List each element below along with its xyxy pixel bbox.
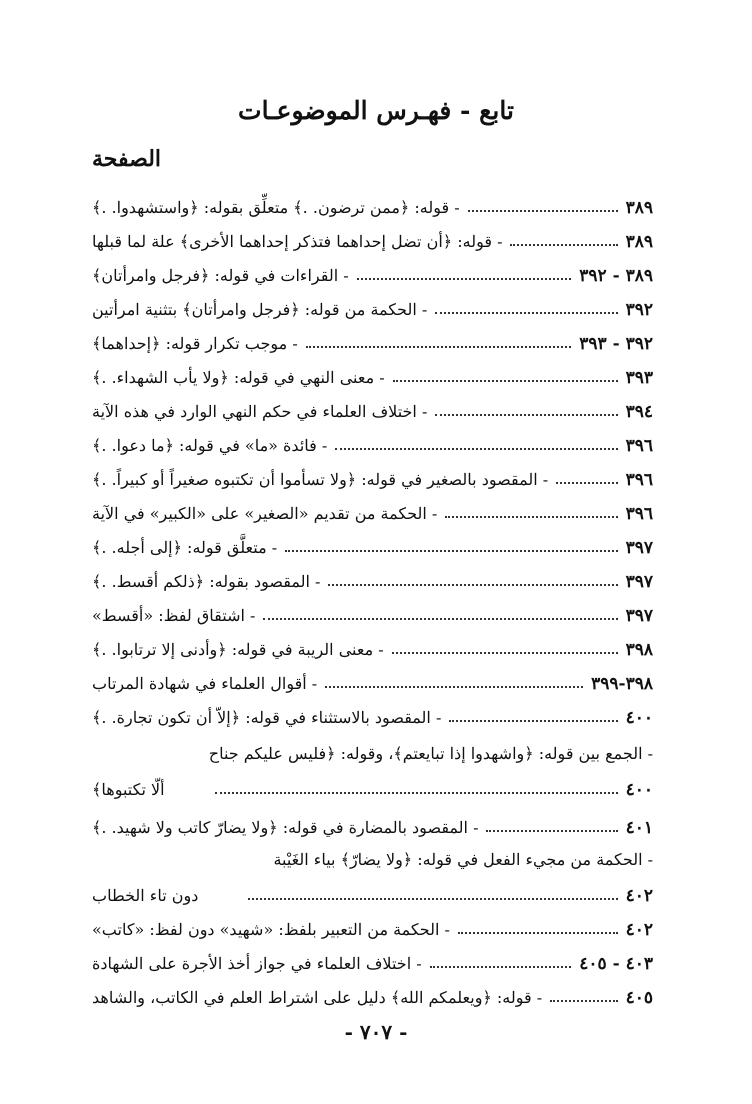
toc-entry-page: ٣٩٢	[625, 300, 653, 320]
toc-entry	[92, 288, 653, 320]
toc-entry-text: - المقصود بالمضارة في قوله: ﴿ولا يضارّ كاتب ولا شهيد. .﴾	[92, 818, 479, 837]
toc-entry-page: ٣٩٦	[625, 504, 653, 524]
dot-leader	[445, 516, 617, 518]
dot-leader	[285, 550, 617, 552]
toc-entry-page: ٣٩٨	[625, 640, 653, 660]
toc-entry-text: ألّا تكتبوها﴾	[92, 780, 165, 799]
toc-entry-page: ٣٨٩	[625, 232, 653, 252]
toc-entry-text: - موجب تكرار قوله: ﴿إحداهما﴾	[92, 334, 298, 353]
toc-entry	[92, 908, 653, 940]
toc-entry	[92, 458, 653, 490]
toc-entry	[92, 874, 653, 906]
dot-leader	[392, 652, 618, 654]
toc-entry-text: - معنى النهي في قوله: ﴿ولا يأب الشهداء. .﴾	[92, 368, 385, 387]
toc-entry	[92, 942, 653, 974]
toc-entry-page: ٤٠٠	[625, 780, 653, 800]
toc-entry-page: ٤٠٥	[625, 988, 653, 1008]
toc-entry-text: - متعلَّق قوله: ﴿إلى أجله. .﴾	[92, 538, 278, 557]
page-title: تابع - فهـرس الموضوعـات	[238, 96, 514, 125]
toc-entry-text: دون تاء الخطاب	[92, 886, 199, 905]
toc-entry	[92, 976, 653, 1008]
toc-entry-text-first-line: - الجمع بين قوله: ﴿واشهدوا إذا تبايعتم﴾، وقوله: ﴿فليس عليكم جناح	[208, 744, 653, 763]
dot-leader	[449, 720, 617, 722]
dot-leader	[430, 966, 572, 968]
toc-entry-page: ٤٠٠	[625, 708, 653, 728]
toc-entry-page: ٤٠٣ - ٤٠٥	[579, 954, 653, 974]
toc-entry	[92, 806, 653, 838]
dot-leader	[248, 898, 617, 900]
toc-entry	[92, 662, 653, 694]
toc-entry-page: ٣٩٣	[625, 368, 653, 388]
dot-leader	[550, 1000, 617, 1002]
toc-entry	[92, 186, 653, 218]
toc-entry-text: - أقوال العلماء في شهادة المرتاب	[92, 674, 318, 693]
toc-entry-text: - اختلاف العلماء في حكم النهي الوارد في هذه الآية	[92, 402, 428, 421]
dot-leader	[263, 618, 617, 620]
toc-entry	[92, 356, 653, 388]
toc-entry	[92, 526, 653, 558]
toc-entry	[92, 696, 653, 728]
toc-entry-page: ٣٩٧	[625, 572, 653, 592]
toc-entry	[92, 492, 653, 524]
toc-entry-text: - قوله: ﴿أن تضل إحداهما فتذكر إحداهما الأخرى﴾ علة لما قبلها	[92, 232, 503, 251]
toc-entry-page: ٤٠١	[625, 818, 653, 838]
toc-entry	[92, 628, 653, 660]
dot-leader	[306, 346, 572, 348]
page-number: - ٧٠٧ -	[344, 1020, 408, 1044]
toc-entry-text: - المقصود بقوله: ﴿ذلكم أقسط. .﴾	[92, 572, 321, 591]
toc-entry-text: - فائدة «ما» في قوله: ﴿ما دعوا. .﴾	[92, 436, 328, 455]
toc-entry-text: - القراءات في قوله: ﴿فرجل وامرأتان﴾	[92, 266, 349, 285]
toc-entry	[92, 254, 653, 286]
toc-entry-text: - معنى الريبة في قوله: ﴿وأدنى إلا ترتابوا. .﴾	[92, 640, 384, 659]
toc-entry-page: ٣٩٧	[625, 606, 653, 626]
toc-entry-page: ٤٠٢	[625, 920, 653, 940]
toc-entry-text: - الحكمة من تقديم «الصغير» على «الكبير» في الآية	[92, 504, 438, 523]
dot-leader	[328, 584, 617, 586]
toc-entry	[92, 768, 653, 800]
toc-entry-text: - اختلاف العلماء في جواز أخذ الأجرة على الشهادة	[92, 954, 422, 973]
dot-leader	[335, 448, 617, 450]
toc-entry-page: ٣٩٨-٣٩٩	[591, 674, 653, 694]
toc-entry-page: ٣٩٢ - ٣٩٣	[579, 334, 653, 354]
toc-entry-text: - قوله: ﴿ممن ترضون. .﴾ متعلِّق بقوله: ﴿واستشهدوا. .﴾	[92, 198, 460, 217]
dot-leader	[435, 312, 617, 314]
dot-leader	[357, 278, 572, 280]
dot-leader	[486, 830, 617, 832]
toc-entry	[92, 594, 653, 626]
dot-leader	[393, 380, 618, 382]
toc-entry-page: ٣٩٦	[625, 470, 653, 490]
toc-entry-text: - المقصود بالاستثناء في قوله: ﴿إلاّ أن تكون تجارة. .﴾	[92, 708, 442, 727]
dot-leader	[215, 792, 618, 794]
toc-entry	[92, 322, 653, 354]
dot-leader	[325, 686, 583, 688]
toc-entry-text-first-line: - الحكمة من مجيء الفعل في قوله: ﴿ولا يضارّ﴾ بياء الغَيْبة	[273, 850, 653, 869]
toc-entry-text: - اشتقاق لفظ: «أقسط»	[92, 606, 256, 625]
toc-entry-page: ٣٩٦	[625, 436, 653, 456]
dot-leader	[468, 210, 618, 212]
toc-entry	[92, 424, 653, 456]
dot-leader	[510, 244, 617, 246]
toc-entry-text: - الحكمة من قوله: ﴿فرجل وامرأتان﴾ بتثنية امرأتين	[92, 300, 428, 319]
toc-entry	[92, 220, 653, 252]
toc-entry-text: - المقصود بالصغير في قوله: ﴿ولا تسأموا أن تكتبوه صغيراً أو كبيراً. .﴾	[92, 470, 549, 489]
toc-entry-page: ٤٠٢	[625, 886, 653, 906]
dot-leader	[435, 414, 617, 416]
dot-leader	[458, 932, 618, 934]
toc-entry	[92, 560, 653, 592]
toc-entry-page: ٣٩٤	[625, 402, 653, 422]
toc-entry-text: - قوله: ﴿ويعلمكم الله﴾ دليل على اشتراط العلم في الكاتب، والشاهد	[92, 988, 543, 1007]
toc-entry-page: ٣٨٩ - ٣٩٢	[579, 266, 653, 286]
dot-leader	[556, 482, 617, 484]
toc-entry-page: ٣٩٧	[625, 538, 653, 558]
toc-entry-page: ٣٨٩	[625, 198, 653, 218]
toc-entry-text: - الحكمة من التعبير بلفظ: «شهيد» دون لفظ: «كاتب»	[92, 920, 450, 939]
page-column-header: الصفحة	[92, 146, 162, 172]
toc-entry	[92, 390, 653, 422]
